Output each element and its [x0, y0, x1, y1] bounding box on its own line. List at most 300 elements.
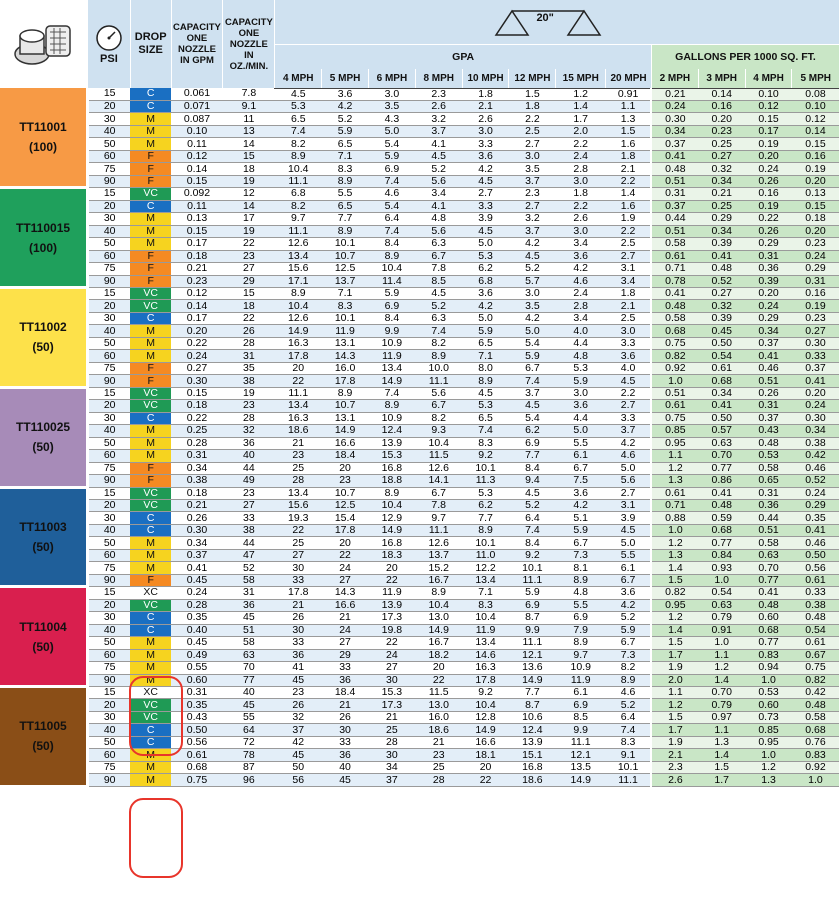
drop-size-value: F [130, 275, 171, 287]
capacity-oz-value: 40 [223, 687, 275, 699]
gpa-value: 2.1 [606, 300, 652, 312]
gpa-value: 1.4 [606, 188, 652, 200]
drop-size-header: DROP SIZE [130, 0, 171, 88]
gallons-per-1000-value: 0.73 [745, 711, 792, 723]
gpa-value: 8.2 [415, 412, 462, 424]
drop-size-value: VC [130, 487, 171, 499]
psi-value: 75 [88, 662, 131, 674]
gpa-value: 6.2 [509, 425, 556, 437]
gpa-value: 3.7 [509, 225, 556, 237]
gpa-value: 14.9 [275, 325, 322, 337]
gpa-value: 1.6 [606, 200, 652, 212]
gallons-per-1000-value: 0.31 [792, 275, 839, 287]
psi-value: 60 [88, 749, 131, 761]
gpa-value: 13.9 [509, 736, 556, 748]
gpa-value: 1.4 [556, 100, 606, 112]
gallons-per-1000-value: 0.41 [745, 587, 792, 599]
gallons-per-1000-value: 0.58 [651, 312, 698, 324]
capacity-gpm-value: 0.18 [171, 400, 223, 412]
gpa-value: 7.4 [415, 325, 462, 337]
gallons-per-1000-value: 0.85 [651, 425, 698, 437]
gpa-speed-header: 15 MPH [556, 69, 606, 88]
gallons-per-1000-value: 0.41 [792, 375, 839, 387]
gpa-value: 1.8 [606, 150, 652, 162]
drop-size-value: M [130, 350, 171, 362]
gpa-value: 7.4 [275, 125, 322, 137]
gallons-per-1000-value: 0.24 [792, 400, 839, 412]
gpa-value: 19.3 [275, 512, 322, 524]
gpa-value: 13.9 [368, 599, 415, 611]
gallons-per-1000-value: 0.27 [698, 288, 745, 300]
table-row [0, 425, 839, 437]
gallons-per-1000-value: 0.61 [651, 487, 698, 499]
drop-size-value: F [130, 250, 171, 262]
gpa-value: 6.5 [322, 138, 369, 150]
table-row [0, 100, 839, 112]
drop-size-value: C [130, 100, 171, 112]
gpa-value: 8.9 [275, 150, 322, 162]
gpa-value: 12.1 [509, 649, 556, 661]
gallons-per-1000-value: 2.1 [651, 749, 698, 761]
gallons-per-1000-value: 0.48 [651, 300, 698, 312]
nozzle-model-name: TT110015 [16, 220, 71, 235]
gallons-per-1000-value: 0.61 [651, 400, 698, 412]
gallons-per-1000-value: 0.34 [745, 325, 792, 337]
gpa-value: 11.1 [275, 225, 322, 237]
capacity-oz-value: 38 [223, 375, 275, 387]
gpa-value: 2.2 [556, 138, 606, 150]
gallons-per-1000-value: 0.29 [792, 263, 839, 275]
capacity-gpm-value: 0.061 [171, 88, 223, 100]
gpa-value: 10.9 [368, 412, 415, 424]
gpa-value: 3.7 [509, 387, 556, 399]
gallons-per-1000-value: 0.70 [698, 687, 745, 699]
gpa-value: 8.0 [462, 362, 509, 374]
gallons-per-1000-value: 0.52 [698, 275, 745, 287]
psi-value: 40 [88, 724, 131, 736]
gallons-per-1000-value: 0.41 [698, 487, 745, 499]
gpa-value: 11.5 [415, 687, 462, 699]
gpa-value: 4.5 [462, 175, 509, 187]
capacity-oz-value: 26 [223, 325, 275, 337]
gpa-value: 15.1 [509, 749, 556, 761]
gpa-value: 6.3 [415, 238, 462, 250]
gpa-value: 5.6 [415, 175, 462, 187]
table-row [0, 312, 839, 324]
gallons-per-1000-value: 0.23 [792, 238, 839, 250]
drop-size-value: M [130, 138, 171, 150]
gpa-value: 33 [322, 662, 369, 674]
gallons-per-1000-value: 0.19 [792, 300, 839, 312]
gpa-value: 37 [368, 774, 415, 786]
gpa-value: 15.6 [275, 499, 322, 511]
gpa-value: 16.8 [509, 761, 556, 773]
gallons-per-1000-value: 0.92 [651, 362, 698, 374]
gallons-per-1000-value: 0.24 [792, 250, 839, 262]
gpa-value: 4.5 [509, 400, 556, 412]
drop-size-value: F [130, 362, 171, 374]
gpa-value: 8.4 [509, 537, 556, 549]
gpa-value: 4.2 [606, 437, 652, 449]
gpa-value: 23 [275, 450, 322, 462]
gallons-per-1000-value: 1.2 [698, 662, 745, 674]
gpa-value: 10.1 [509, 562, 556, 574]
capacity-oz-value: 55 [223, 711, 275, 723]
gpa-value: 18.8 [368, 475, 415, 487]
gallons-per-1000-value: 0.30 [792, 337, 839, 349]
gallons-per-1000-value: 1.3 [698, 736, 745, 748]
gallons-per-1000-value: 0.12 [745, 100, 792, 112]
gpa-value: 18.6 [275, 425, 322, 437]
capacity-gpm-value: 0.56 [171, 736, 223, 748]
gallons-per-1000-value: 0.34 [698, 387, 745, 399]
gallons-per-1000-value: 0.51 [745, 524, 792, 536]
table-row [0, 337, 839, 349]
gpa-value: 7.7 [509, 450, 556, 462]
gallons-per-1000-value: 0.77 [745, 574, 792, 586]
gpa-value: 4.5 [509, 250, 556, 262]
drop-size-value: M [130, 225, 171, 237]
gallons-per-1000-value: 0.33 [792, 350, 839, 362]
gpa-value: 2.8 [556, 163, 606, 175]
gpa-value: 3.6 [462, 150, 509, 162]
gpa-value: 33 [275, 637, 322, 649]
gallons-per-1000-value: 0.27 [792, 325, 839, 337]
gpa-value: 8.5 [415, 275, 462, 287]
gpa-value: 4.5 [415, 150, 462, 162]
gpa-value: 0.91 [606, 88, 652, 100]
gpa-value: 6.7 [415, 400, 462, 412]
gallons-per-1000-value: 2.0 [651, 674, 698, 686]
gpa-value: 17.1 [275, 275, 322, 287]
gpa-value: 8.9 [368, 487, 415, 499]
gpa-value: 13.1 [322, 412, 369, 424]
gpa-value: 3.0 [556, 225, 606, 237]
gpa-value: 1.5 [606, 125, 652, 137]
drop-size-value: F [130, 375, 171, 387]
gpa-value: 16.3 [275, 337, 322, 349]
gallons-per-1000-value: 0.41 [651, 150, 698, 162]
gallons-per-1000-value: 0.54 [698, 587, 745, 599]
gpa-value: 12.4 [368, 425, 415, 437]
gpa-value: 26 [275, 612, 322, 624]
psi-value: 50 [88, 437, 131, 449]
capacity-gpm-value: 0.49 [171, 649, 223, 661]
gallons-per-1000-value: 1.9 [651, 736, 698, 748]
gpa-value: 5.2 [415, 300, 462, 312]
gpa-value: 9.2 [462, 450, 509, 462]
gpa-value: 5.2 [509, 263, 556, 275]
table-row [0, 624, 839, 636]
capacity-gpm-value: 0.30 [171, 524, 223, 536]
gallons-per-1000-value: 0.91 [698, 624, 745, 636]
gpa-value: 16.8 [368, 537, 415, 549]
gallons-per-1000-value: 0.39 [698, 238, 745, 250]
gpa-value: 10.1 [606, 761, 652, 773]
capacity-gpm-value: 0.30 [171, 375, 223, 387]
gpa-value: 5.3 [462, 250, 509, 262]
capacity-gpm-value: 0.14 [171, 163, 223, 175]
gpa-value: 6.4 [606, 711, 652, 723]
gpa-value: 11.3 [462, 475, 509, 487]
gpa-value: 2.7 [606, 400, 652, 412]
capacity-gpm-value: 0.28 [171, 437, 223, 449]
gallons-per-1000-value: 0.51 [651, 175, 698, 187]
gallons-per-1000-value: 0.51 [745, 375, 792, 387]
gpa-value: 17.8 [322, 375, 369, 387]
gallons-per-1000-value: 0.20 [792, 387, 839, 399]
gpa-value: 8.9 [415, 350, 462, 362]
gpa-value: 10.4 [415, 437, 462, 449]
gpa-value: 11.1 [415, 524, 462, 536]
gpa-value: 4.3 [368, 113, 415, 125]
capacity-gpm-value: 0.43 [171, 711, 223, 723]
gpa-value: 4.6 [556, 275, 606, 287]
psi-value: 20 [88, 200, 131, 212]
table-row [0, 288, 839, 300]
capacity-gpm-value: 0.26 [171, 512, 223, 524]
gallons-per-1000-value: 0.38 [792, 437, 839, 449]
gpa-value: 7.4 [462, 425, 509, 437]
gpa-value: 45 [322, 774, 369, 786]
capacity-gpm-value: 0.11 [171, 138, 223, 150]
gpa-value: 12.6 [415, 537, 462, 549]
gallons-per-1000-value: 0.19 [745, 138, 792, 150]
gpa-value: 6.2 [462, 499, 509, 511]
capacity-oz-value: 17 [223, 213, 275, 225]
gpa-value: 2.6 [556, 213, 606, 225]
gallons-per-1000-value: 0.61 [792, 574, 839, 586]
capacity-oz-value: 19 [223, 225, 275, 237]
gpa-value: 5.0 [509, 325, 556, 337]
spray-angle-label: 20" [536, 11, 554, 24]
gallons-per-1000-value: 0.20 [792, 225, 839, 237]
gpa-value: 13.0 [415, 612, 462, 624]
gallons-per-1000-value: 0.41 [698, 250, 745, 262]
gallons-per-1000-value: 0.48 [792, 699, 839, 711]
table-row [0, 549, 839, 561]
gpa-value: 4.1 [415, 200, 462, 212]
gpa-value: 6.7 [606, 637, 652, 649]
gpa-value: 5.5 [556, 437, 606, 449]
drop-size-value: M [130, 325, 171, 337]
psi-value: 50 [88, 537, 131, 549]
table-row [0, 587, 839, 599]
gallons-per-1000-value: 0.71 [651, 499, 698, 511]
gallons-per-1000-value: 0.83 [792, 749, 839, 761]
gpa-value: 20 [462, 761, 509, 773]
capacity-oz-value: 14 [223, 138, 275, 150]
gpa-value: 6.9 [509, 437, 556, 449]
gpa-value: 13.4 [275, 487, 322, 499]
gpa-value: 3.7 [415, 125, 462, 137]
gpa-value: 14.9 [556, 774, 606, 786]
gallons-per-1000-value: 0.17 [745, 125, 792, 137]
gpa-value: 13.6 [509, 662, 556, 674]
gpa-value: 8.4 [368, 238, 415, 250]
gpa-value: 21 [322, 699, 369, 711]
gpa-value: 4.4 [556, 337, 606, 349]
gpa-value: 15.6 [275, 263, 322, 275]
gpa-value: 17.3 [368, 699, 415, 711]
gpa-value: 13.9 [368, 437, 415, 449]
gpa-value: 1.8 [606, 288, 652, 300]
gpa-value: 50 [275, 761, 322, 773]
gpa-value: 3.0 [556, 387, 606, 399]
gpa-value: 8.3 [462, 599, 509, 611]
gpa-value: 9.1 [606, 749, 652, 761]
gpa-value: 8.9 [462, 375, 509, 387]
gpa-value: 9.9 [509, 624, 556, 636]
gpa-value: 3.5 [368, 100, 415, 112]
gpa-value: 27 [322, 574, 369, 586]
gpa-value: 6.1 [606, 562, 652, 574]
gallons-per-1000-value: 0.14 [698, 88, 745, 100]
gpa-value: 6.7 [415, 250, 462, 262]
capacity-oz-value: 33 [223, 512, 275, 524]
capacity-oz-value: 63 [223, 649, 275, 661]
gpa-value: 14.9 [368, 524, 415, 536]
gpa-value: 30 [322, 724, 369, 736]
gpa-value: 4.2 [509, 238, 556, 250]
gpa-value: 27 [322, 637, 369, 649]
gpa-speed-header: 10 MPH [462, 69, 509, 88]
gpa-value: 12.5 [322, 263, 369, 275]
gpa-value: 2.7 [606, 250, 652, 262]
gpa-value: 42 [275, 736, 322, 748]
gpa-value: 2.6 [462, 113, 509, 125]
gpa-value: 8.9 [322, 175, 369, 187]
gallons-per-1000-value: 0.34 [698, 225, 745, 237]
gpa-value: 41 [275, 662, 322, 674]
table-row [0, 487, 839, 499]
table-row [0, 375, 839, 387]
gpa-value: 7.4 [606, 724, 652, 736]
gallons-per-1000-value: 0.18 [792, 213, 839, 225]
gpa-value: 13.4 [275, 400, 322, 412]
gpa-header: GPA [275, 45, 652, 70]
gpa-value: 7.1 [322, 288, 369, 300]
gpa-value: 45 [275, 674, 322, 686]
gallons-per-1000-value: 0.23 [698, 125, 745, 137]
gallons-per-1000-value: 0.26 [745, 175, 792, 187]
gpa-value: 10.9 [556, 662, 606, 674]
gallons-per-1000-value: 0.34 [651, 125, 698, 137]
gpa-value: 2.8 [556, 300, 606, 312]
gallons-per-1000-value: 1.0 [792, 774, 839, 786]
gallons-per-1000-value: 0.19 [745, 200, 792, 212]
gpa-value: 6.9 [368, 163, 415, 175]
gpa-value: 33 [322, 736, 369, 748]
gpa-value: 16.6 [322, 437, 369, 449]
drop-size-value: VC [130, 300, 171, 312]
gallons-per-1000-value: 0.41 [792, 524, 839, 536]
capacity-gpm-header: CAPACITY ONE NOZZLE IN GPM [171, 0, 223, 88]
gallons-per-1000-value: 1.1 [698, 724, 745, 736]
gallons-per-1000-value: 0.20 [698, 113, 745, 125]
capacity-oz-value: 9.1 [223, 100, 275, 112]
nozzle-model-pack: (50) [32, 340, 54, 355]
gpa-value: 5.1 [556, 512, 606, 524]
psi-value: 50 [88, 238, 131, 250]
gpa-value: 5.9 [509, 587, 556, 599]
gpa-value: 10.6 [509, 711, 556, 723]
gpa-value: 16.7 [415, 637, 462, 649]
gallons-per-1000-value: 1.9 [651, 662, 698, 674]
gallons-per-1000-value: 0.20 [745, 288, 792, 300]
psi-value: 90 [88, 375, 131, 387]
drop-size-value: M [130, 549, 171, 561]
drop-size-value: XC [130, 687, 171, 699]
gpa-value: 5.6 [415, 387, 462, 399]
highlight-circle-tt11005 [129, 798, 183, 878]
table-row [0, 412, 839, 424]
gallons-per-1000-value: 0.46 [792, 537, 839, 549]
gpa-value: 3.6 [606, 587, 652, 599]
gallons-per-1000-value: 1.3 [745, 774, 792, 786]
gpa-value: 3.9 [606, 512, 652, 524]
gallons-per-1000-value: 0.26 [745, 225, 792, 237]
gpa-value: 7.4 [368, 387, 415, 399]
gallons-per-1000-value: 0.86 [698, 475, 745, 487]
gallons-per-1000-value: 0.38 [792, 599, 839, 611]
gallons-per-1000-value: 0.16 [745, 188, 792, 200]
gal-speed-header: 3 MPH [698, 69, 745, 88]
nozzle-model-cell [0, 88, 88, 188]
gpa-value: 9.2 [462, 687, 509, 699]
gpa-value: 2.3 [509, 188, 556, 200]
gallons-per-1000-value: 1.3 [651, 549, 698, 561]
psi-value: 30 [88, 213, 131, 225]
gallons-per-1000-value: 1.2 [651, 699, 698, 711]
drop-size-value: F [130, 475, 171, 487]
gpa-value: 5.0 [556, 425, 606, 437]
gpa-value: 5.9 [606, 624, 652, 636]
capacity-oz-value: 22 [223, 238, 275, 250]
gallons-per-1000-value: 1.5 [651, 574, 698, 586]
table-row [0, 475, 839, 487]
gpa-value: 5.4 [509, 412, 556, 424]
gpa-value: 6.4 [368, 213, 415, 225]
gpa-value: 12.4 [509, 724, 556, 736]
psi-value: 90 [88, 574, 131, 586]
gallons-per-1000-value: 0.48 [745, 599, 792, 611]
gallons-per-1000-value: 0.44 [651, 213, 698, 225]
table-row [0, 362, 839, 374]
gpa-value: 10.1 [322, 312, 369, 324]
gpa-value: 9.7 [275, 213, 322, 225]
gallons-per-1000-value: 0.79 [698, 699, 745, 711]
gallons-per-1000-value: 0.53 [745, 687, 792, 699]
gpa-value: 16.3 [462, 662, 509, 674]
gpa-value: 13.7 [415, 549, 462, 561]
gpa-value: 11.9 [556, 674, 606, 686]
gpa-value: 2.1 [462, 100, 509, 112]
capacity-gpm-value: 0.28 [171, 599, 223, 611]
gpa-value: 2.5 [606, 238, 652, 250]
gpa-value: 7.9 [556, 624, 606, 636]
table-row [0, 163, 839, 175]
capacity-oz-value: 45 [223, 612, 275, 624]
gallons-per-1000-value: 0.67 [792, 649, 839, 661]
gpa-value: 3.1 [606, 499, 652, 511]
gallons-per-1000-value: 1.5 [651, 637, 698, 649]
gpa-value: 6.8 [275, 188, 322, 200]
psi-value: 90 [88, 774, 131, 786]
table-row [0, 113, 839, 125]
drop-size-value: M [130, 674, 171, 686]
gpa-value: 18.2 [415, 649, 462, 661]
